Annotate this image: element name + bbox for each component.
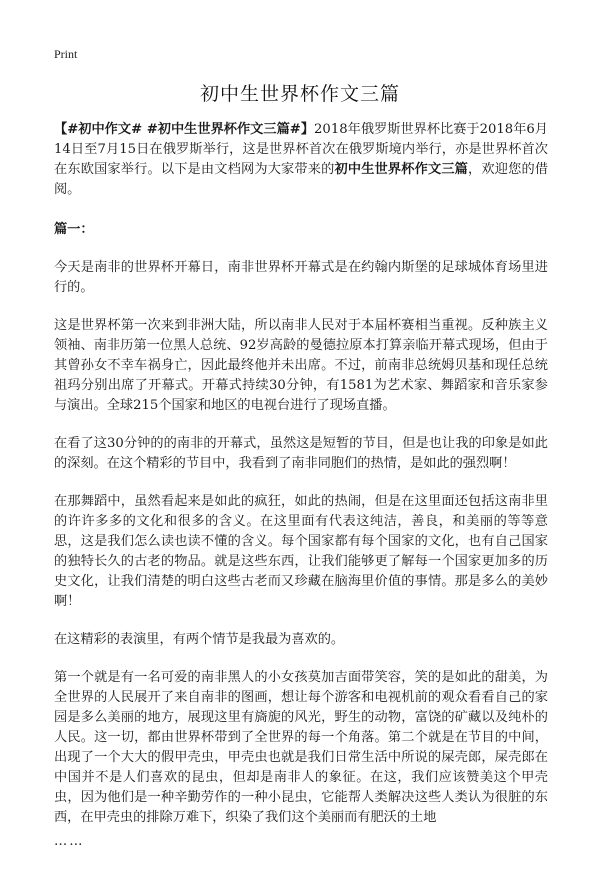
section-heading: 篇一： — [54, 222, 94, 237]
body-paragraph-6: 第一个就是有一名可爱的南非黑人的小女孩莫加吉面带笑容，笑的是如此的甜美，为全世界的人民展开了来自南非的图画，想让每个游客和电视机前的观众看看自己的家园是多么美丽的地方，展现这里有旖旎的风光，野生的动物，富饶的矿藏以及纯朴的人民。这一切，都由世界杯带到了全世界的每一个角落。第二个就是在节目的中间，出现了一个大大的假甲壳虫，甲壳虫也就是我们日常生活中所说的屎壳郎，屎壳郎在中国并不是人们喜欢的昆虫，但却是南非人的象征。在这，我们应该赞美这个甲壳虫，因为他们是一种辛勤劳作的一种小昆虫，它能帮人类解决这些人类认为很脏的东西，在甲壳虫的排除万难下，织染了我们这个美丽而有肥沃的土地 — [54, 670, 548, 825]
intro-paragraph — [54, 120, 548, 200]
intro-text: 2018年俄罗斯世界杯比赛于2018年6月14日至7月15日在俄罗斯举行，这是世界杯首次在俄罗斯境内举行，亦是世界杯首次在东欧国家举行。以下是由文档网为大家带来的 — [54, 122, 548, 177]
body-paragraph-3: 在看了这30分钟的的南非的开幕式，虽然这是短暂的节目，但是也让我的印象是如此的深刻。在这个精彩的节目中，我看到了南非同胞们的热情，是如此的强烈啊！ — [54, 436, 548, 471]
print-link[interactable]: Print — [54, 47, 78, 61]
body-paragraph-4: 在那舞蹈中，虽然看起来是如此的疯狂，如此的热闹，但是在这里面还包括这南非里的许许多多的文化和很多的含义。在这里面有代表这纯洁，善良，和美丽的等等意思，这是我们怎么读也读不懂的含义。每个国家都有每个国家的文化，也有自己国家的独特长久的古老的物品。就是这些东西，让我们能够更了解每一个国家更加多的历史文化，让我们清楚的明白这些古老而又珍藏在脑海里价值的事情。那是多么的美妙啊！ — [54, 494, 548, 609]
body-paragraph-2: 这是世界杯第一次来到非洲大陆，所以南非人民对于本届杯赛相当重视。反种族主义领袖、南非历第一位黑人总统、92岁高龄的曼德拉原本打算亲临开幕式现场，但由于其曾孙女不幸车祸身亡，因此最终他并未出席。不过，前南非总统姆贝基和现任总统祖玛分别出席了开幕式。开幕式持续30分钟，有1581为艺术家、舞蹈家和音乐家参与演出。全球215个国家和地区的电视台进行了现场直播。 — [54, 318, 548, 413]
document-title: 初中生世界杯作文三篇 — [199, 83, 400, 105]
intro-tag: 【#初中作文# #初中生世界杯作文三篇#】 — [54, 122, 315, 137]
article-body — [54, 120, 548, 870]
continuation-ellipsis: …… — [54, 834, 85, 849]
body-paragraph-5: 在这精彩的表演里，有两个情节是我最为喜欢的。 — [54, 632, 345, 647]
intro-text-end: ，欢迎您的借阅。 — [54, 162, 549, 197]
body-paragraph-1: 今天是南非的世界杯开幕日，南非世界杯开幕式是在约翰内斯堡的足球城体育场里进行的。 — [54, 260, 548, 295]
intro-highlight: 初中生世界杯作文三篇 — [334, 162, 469, 177]
